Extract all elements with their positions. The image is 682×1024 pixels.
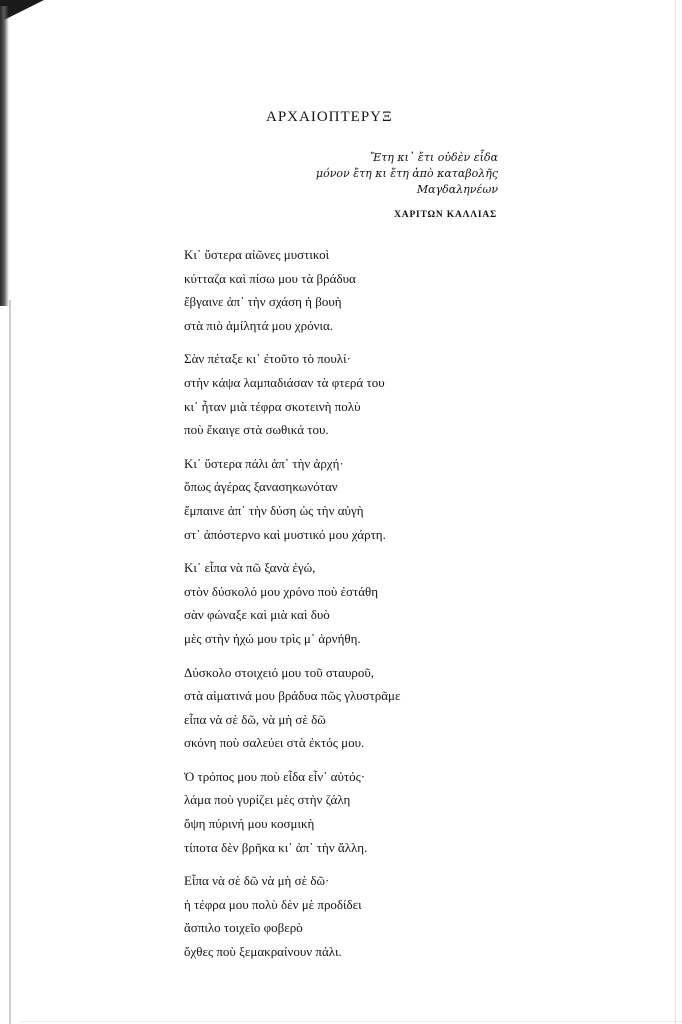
verse-line: ὄψη πύρινή μου κοσμικὴ [184, 816, 315, 832]
verse-line: σκόνη ποὺ σαλεύει στὰ ἐκτός μου. [184, 735, 365, 751]
verse-line: κύτταζα καὶ πίσω μου τὰ βράδυα [184, 270, 356, 286]
verse-line: κι᾽ ἦταν μιὰ τέφρα σκοτεινὴ πολὺ [184, 398, 361, 414]
verse-line: Δύσκολο στοιχειό μου τοῦ σταυροῦ, [184, 664, 375, 680]
verse-line: σὰν φώναξε καὶ μιὰ καὶ δυὸ [184, 607, 330, 623]
stanza-2 [184, 347, 524, 441]
stanza-3 [184, 452, 524, 546]
stanza-6 [184, 765, 524, 859]
verse-line: Εἶπα νὰ σὲ δῶ νὰ μὴ σὲ δῶ· [184, 873, 330, 889]
binding-shadow [0, 6, 9, 306]
verse-line: ὅπως ἀγέρας ξανασηκωνόταν [184, 479, 338, 495]
binding-edge [9, 300, 11, 1024]
verse-line: τίποτα δὲν βρῆκα κι᾽ ἀπ᾽ τὴν ἄλλη. [184, 839, 368, 855]
verse-line: Κι᾽ εἶπα νὰ πῶ ξανὰ ἐγώ, [184, 560, 316, 576]
verse-line: στὸν δύσκολό μου χρόνο ποὺ ἐστάθη [184, 583, 379, 599]
verse-line: Σὰν πέταξε κι᾽ ἐτοῦτο τὸ πουλί· [184, 351, 351, 367]
verse-line: στὰ πιὸ ἀμίλητά μου χρόνια. [184, 317, 334, 333]
verse-line: εἶπα νὰ σὲ δῶ, νὰ μὴ σὲ δῶ [184, 711, 326, 727]
verse-line: ἄσπιλο τοιχεῖο φοβερὸ [184, 920, 303, 936]
author-name: ΧΑΡΙΤΩΝ ΚΑΛΛΙΑΣ [394, 210, 497, 220]
poem-title: ΑΡΧΑΙΟΠΤΕΡΥΞ [266, 109, 393, 125]
verse-line: Κι᾽ ὕστερα αἰῶνες μυστικοὶ [184, 247, 330, 262]
verse-line: Ὁ τρόπος μου ποὺ εἶδα εἶν᾽ αὐτός· [184, 768, 366, 784]
stanza-4 [184, 556, 524, 650]
stanza-1 [184, 243, 524, 337]
verse-line: ἔβγαινε ἀπ᾽ τὴν σχάση ἡ βουὴ [184, 294, 342, 310]
verse-line: ὄχθες ποὺ ξεμακραίνουν πάλι. [184, 944, 342, 960]
verse-line: μὲς στὴν ἠχώ μου τρὶς μ᾽ ἀρνήθη. [184, 630, 361, 646]
page-right-edge [675, 0, 676, 1024]
epigraph-line: Ἔτη κι᾽ ἔτι οὐδὲν εἶδα [370, 151, 498, 164]
verse-line: ἡ τέφρα μου πολὺ δὲν μὲ προδίδει [184, 896, 362, 912]
epigraph-line: μόνον ἔτη κι ἔτη ἀπὸ καταβολῆς [315, 167, 498, 180]
verse-line: Κι᾽ ὕστερα πάλι ἀπ᾽ τὴν ἀρχή· [184, 455, 344, 471]
stanza-7 [184, 869, 524, 963]
verse-line: στὴν κάψα λαμπαδιάσαν τὰ φτερά του [184, 374, 385, 390]
epigraph [316, 150, 498, 198]
epigraph-attribution: Μαγδαληνέων [416, 183, 498, 196]
poem-body [184, 243, 524, 974]
page-bottom-edge [20, 1021, 682, 1022]
verse-line: ἔμπαινε ἀπ᾽ τὴν δύση ὡς τὴν αὐγὴ [184, 502, 364, 518]
verse-line: ποὺ ἔκαιγε στὰ σωθικά του. [184, 422, 329, 438]
verse-line: στὰ αἱματινά μου βράδυα πῶς γλυστρᾶμε [184, 688, 401, 704]
stanza-5 [184, 661, 524, 755]
verse-line: στ᾽ ἀπόστερνο καὶ μυστικό μου χάρτη. [184, 526, 386, 542]
verse-line: λάμα ποὺ γυρίζει μὲς στὴν ζάλη [184, 792, 351, 808]
